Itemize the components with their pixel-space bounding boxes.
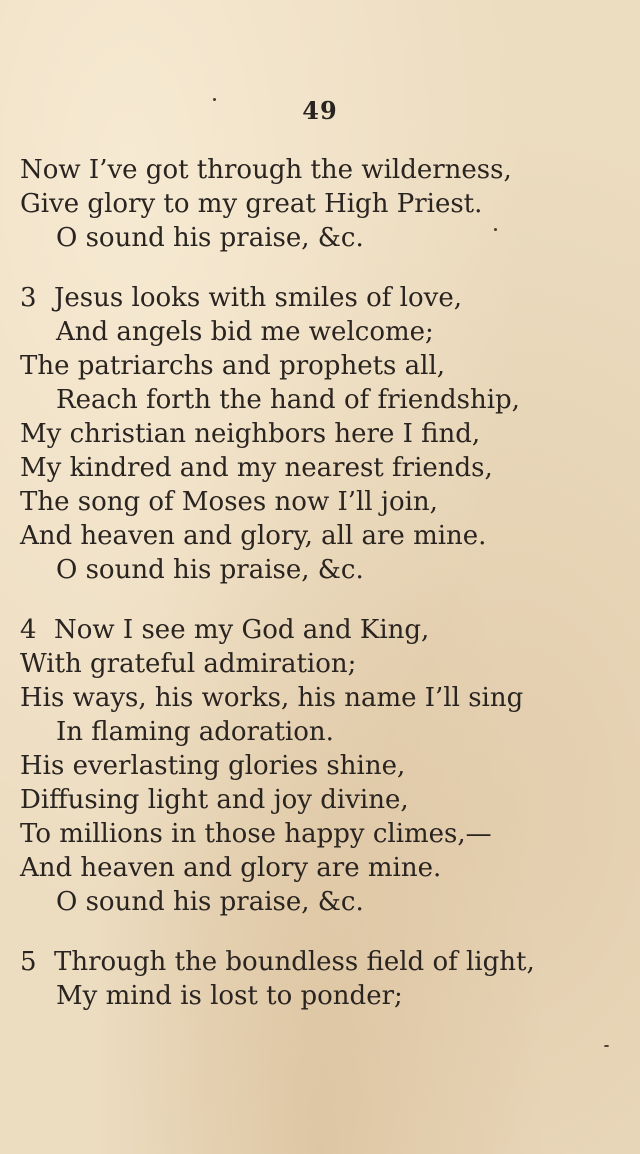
verse-line-text: My kindred and my nearest friends, (20, 453, 493, 483)
verse-line-text: And heaven and glory, all are mine. (20, 521, 487, 551)
verse-line (20, 417, 620, 451)
verse-line (20, 783, 620, 817)
verse-line-text: Now I see my God and King, (54, 615, 430, 645)
verse-line (20, 851, 620, 885)
verse-line (20, 749, 620, 783)
paper-speck (494, 228, 497, 231)
verse-line-text: To millions in those happy climes,— (20, 819, 492, 849)
verse-line-text: And angels bid me welcome; (56, 317, 434, 347)
verse-line (20, 715, 620, 749)
verse-line-text: Jesus looks with smiles of love, (54, 283, 462, 313)
verse-line (20, 349, 620, 383)
verse-line (20, 885, 620, 919)
verse-line-text: Now I’ve got through the wilderness, (20, 155, 512, 185)
verse-line (20, 153, 620, 187)
verse-line (20, 315, 620, 349)
verse-line-text: My christian neighbors here I find, (20, 419, 481, 449)
verse-line-text: Diffusing light and joy divine, (20, 785, 409, 815)
verse-line (20, 613, 620, 647)
verse-line (20, 945, 620, 979)
stanza-number: 4 (20, 615, 37, 645)
verse-line-text: With grateful admiration; (20, 649, 357, 679)
verse-line (20, 647, 620, 681)
stanza-number: 5 (20, 947, 37, 977)
verse-line-text: Reach forth the hand of friendship, (56, 385, 520, 415)
verse-line-text: His everlasting glories shine, (20, 751, 406, 781)
verse-line (20, 281, 620, 315)
verse-line (20, 383, 620, 417)
verse-line-text: O sound his praise, &c. (56, 223, 364, 253)
hymn-text (20, 153, 620, 1013)
verse-line-text: In flaming adoration. (56, 717, 334, 747)
stanza-number: 3 (20, 283, 37, 313)
verse-line (20, 979, 620, 1013)
stanza-gap (20, 255, 620, 281)
verse-line (20, 681, 620, 715)
verse-line (20, 485, 620, 519)
verse-line-text: And heaven and glory are mine. (20, 853, 442, 883)
verse-line-text: Through the boundless field of light, (54, 947, 535, 977)
paper-speck (213, 98, 216, 101)
paper-speck (604, 1045, 609, 1047)
page-number: 49 (302, 96, 338, 125)
verse-line-text: O sound his praise, &c. (56, 887, 364, 917)
verse-line-text: His ways, his works, his name I’ll sing (20, 683, 524, 713)
verse-line (20, 187, 620, 221)
verse-line (20, 221, 620, 255)
verse-line (20, 519, 620, 553)
verse-line-text: My mind is lost to ponder; (56, 981, 403, 1011)
verse-line-text: Give glory to my great High Priest. (20, 189, 483, 219)
stanza-gap (20, 587, 620, 613)
verse-line-text: The song of Moses now I’ll join, (20, 487, 438, 517)
verse-line (20, 817, 620, 851)
verse-line (20, 451, 620, 485)
verse-line-text: The patriarchs and prophets all, (20, 351, 446, 381)
verse-line-text: O sound his praise, &c. (56, 555, 364, 585)
stanza-gap (20, 919, 620, 945)
verse-line (20, 553, 620, 587)
